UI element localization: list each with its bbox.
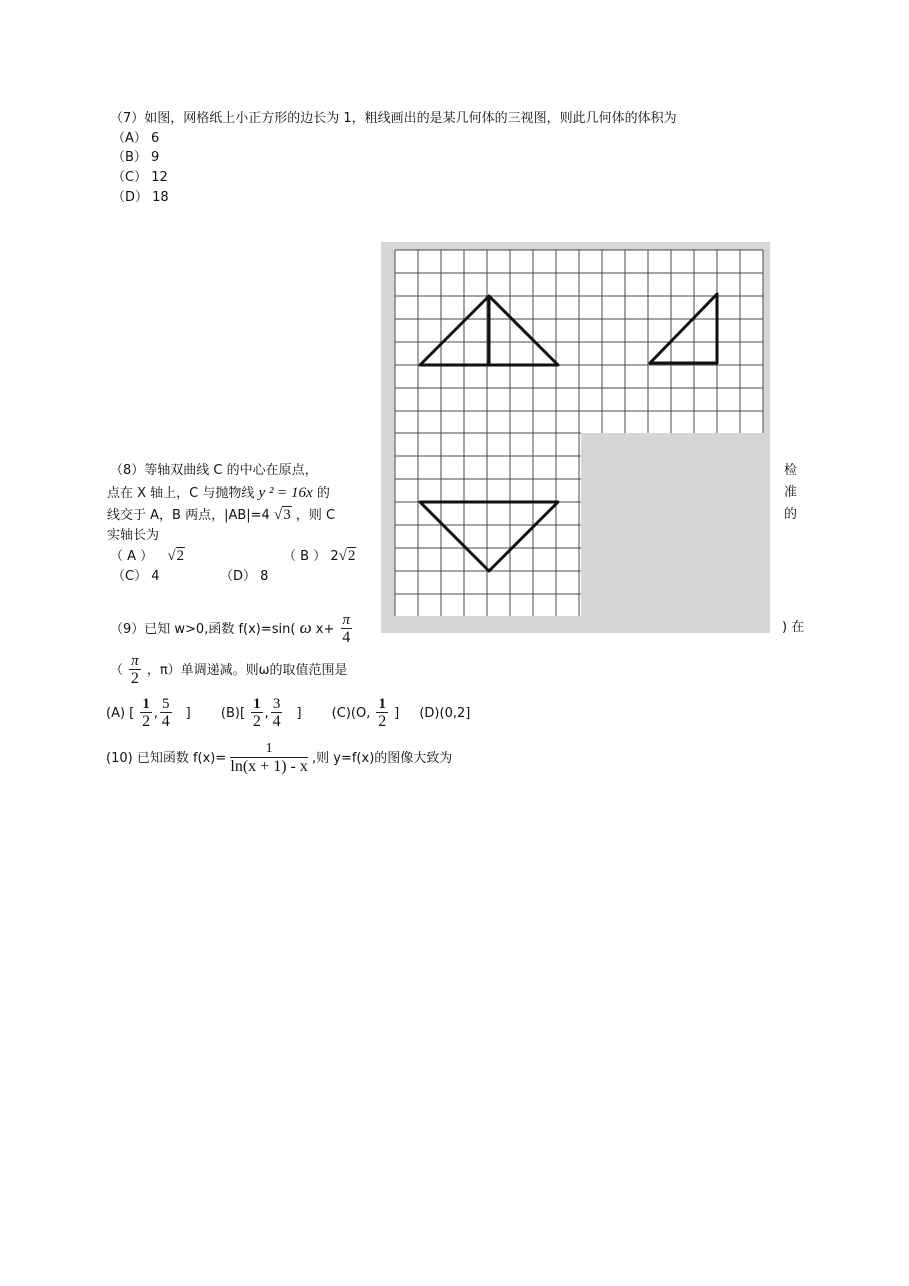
q10-prefix: (10) 已知函数 f(x)= — [106, 751, 227, 766]
q9-line2 — [110, 651, 348, 691]
pi-over-4-fraction — [341, 612, 353, 647]
q9-option-b-frac1 — [251, 696, 263, 731]
q8-line2 — [107, 484, 330, 503]
q8-line3-text: 线交于 A，B 两点，|AB|=4 — [107, 508, 270, 523]
q9-option-a-frac1-den: 2 — [142, 713, 151, 730]
q9-option-a-label: (A) [ — [106, 706, 135, 721]
q9-option-d: (D)(0,2] — [419, 706, 471, 721]
sqrt-2-a: √2 — [167, 548, 185, 564]
q9-option-c — [331, 696, 404, 730]
q9-option-b-frac1-num: 1 — [253, 696, 261, 712]
pi-over-4-denominator: 4 — [342, 629, 351, 646]
q7-option-c: （C） 12 — [112, 170, 168, 185]
q9-option-a-frac2-den: 4 — [161, 713, 170, 730]
q9-option-b-frac2-den: 4 — [272, 713, 281, 730]
sqrt-2-b-radicand: 2 — [347, 548, 356, 564]
sqrt-2-a-radicand: 2 — [176, 548, 185, 564]
q8-line3-tail: 的 — [784, 507, 798, 522]
q8-option-b — [283, 547, 356, 566]
q8-option-b-label: （ B ） 2 — [283, 549, 339, 564]
q9-option-a — [106, 696, 195, 730]
q9-option-b-frac1-den: 2 — [252, 713, 261, 730]
q9-option-a-frac2 — [160, 696, 172, 731]
q7-stem: （7）如图，网格纸上小正方形的边长为 1，粗线画出的是某几何体的三视图，则此几何体的体积为 — [110, 111, 677, 126]
q10-suffix: ,则 y=f(x)的图像大致为 — [312, 751, 453, 766]
q8-option-c: （C） 4 — [112, 569, 160, 584]
q9-option-c-label: (C)(O, — [331, 706, 371, 721]
q8-line2-tail: 准 — [784, 485, 798, 500]
q9-option-a-frac1-num: 1 — [142, 696, 150, 712]
q9-option-a-close: ] — [185, 706, 191, 721]
q9-option-b-comma: , — [264, 706, 269, 721]
q10-fraction-num: 1 — [230, 741, 307, 758]
q9-option-c-close: ] — [394, 706, 400, 721]
q9-line1-tail: ) 在 — [782, 620, 805, 635]
q8-option-a-label: （ A ） — [110, 549, 154, 564]
q9-line1 — [110, 608, 354, 650]
q10-fraction — [230, 741, 307, 776]
q9-option-b-frac2-num: 3 — [272, 696, 281, 712]
three-view-figure — [381, 242, 770, 633]
q9-option-c-frac-den: 2 — [378, 713, 387, 730]
pi-over-2-fraction — [129, 653, 141, 688]
q8-line2-text: 点在 X 轴上，C 与抛物线 — [107, 486, 255, 501]
sqrt-3: √3 — [273, 507, 291, 523]
q8-line4: 实轴长为 — [107, 528, 160, 543]
sqrt-3-radicand: 3 — [283, 507, 291, 523]
q8-line1-tail: 检 — [784, 463, 798, 478]
q9-option-c-frac — [376, 696, 388, 731]
q8-option-d: （D） 8 — [220, 569, 269, 584]
q8-option-a — [110, 547, 185, 566]
q9-options — [106, 694, 470, 734]
pi-over-2-numerator: π — [131, 653, 139, 669]
q10-fraction-den: ln(x + 1) - x — [230, 758, 308, 775]
q9-option-a-frac1 — [140, 696, 152, 731]
q9-option-a-comma: , — [153, 706, 159, 721]
q7-option-b: （B） 9 — [112, 150, 160, 165]
q9-option-b-frac2 — [271, 696, 283, 731]
q10-line — [106, 738, 452, 780]
q7-option-d: （D） 18 — [112, 190, 169, 205]
q8-line3 — [107, 506, 335, 525]
q8-line3-text2: ，则 C — [295, 508, 336, 523]
q8-line2-de: 的 — [316, 486, 330, 501]
q9-option-a-frac2-num: 5 — [162, 696, 170, 712]
q9-paren-open: （ — [110, 663, 124, 678]
q9-option-b — [220, 696, 306, 730]
q9-option-c-frac-num: 1 — [378, 696, 386, 712]
sqrt-2-b: √2 — [338, 548, 356, 564]
q8-line1: （8）等轴双曲线 C 的中心在原点， — [110, 463, 318, 478]
q9-option-b-label: (B)[ — [220, 706, 246, 721]
q9-line1-text: （9）已知 w>0,函数 f(x)=sin( — [110, 622, 296, 637]
q9-line1-xplus: x+ — [315, 622, 335, 637]
pi-over-4-numerator: π — [342, 612, 351, 628]
parabola-equation: y ² = 16x — [258, 485, 313, 501]
q7-option-a: （A） 6 — [112, 131, 160, 146]
q9-line2-text: ，π）单调递减。则ω的取值范围是 — [146, 663, 348, 678]
pi-over-2-denominator: 2 — [130, 670, 139, 687]
omega-symbol: ω — [299, 618, 312, 637]
q9-option-b-close: ] — [296, 706, 302, 721]
